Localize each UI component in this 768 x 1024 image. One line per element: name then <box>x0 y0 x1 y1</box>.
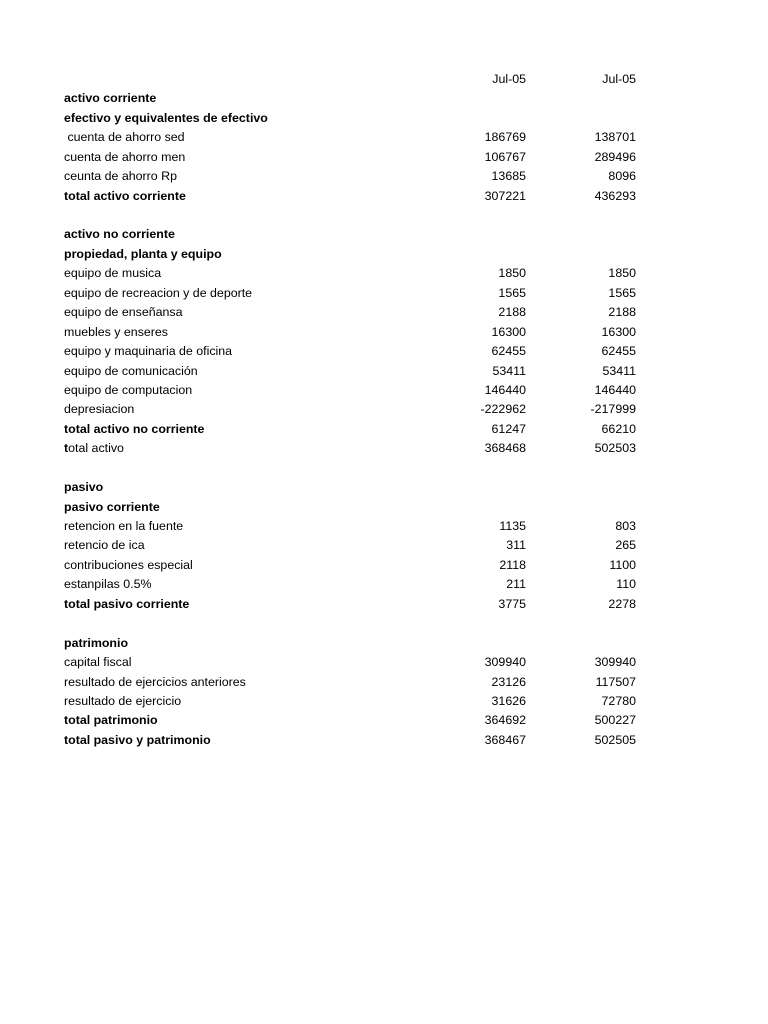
row-value-col1: 106767 <box>484 149 526 164</box>
row-label: equipo y maquinaria de oficina <box>64 344 233 359</box>
balance-sheet <box>64 70 644 750</box>
total-value-col2: 502503 <box>594 441 636 456</box>
row-value-col2: 138701 <box>594 130 636 145</box>
row-label: equipo de musica <box>64 266 162 281</box>
total-value-col1: 368468 <box>484 441 526 456</box>
row-value-col2: 265 <box>615 538 636 553</box>
table-row <box>64 264 644 283</box>
total-row-pasivo-y-patrimonio <box>64 731 644 750</box>
row-value-col1: -222962 <box>480 402 526 417</box>
section-title-label: pasivo <box>64 480 104 495</box>
row-value-col2: -217999 <box>590 402 636 417</box>
total-row-patrimonio <box>64 711 644 730</box>
total-activo-label <box>64 439 424 458</box>
table-row <box>64 556 644 575</box>
table-row <box>64 653 644 672</box>
table-row <box>64 303 644 322</box>
row-value-col2: 53411 <box>602 363 636 378</box>
section-subtitle-label: propiedad, planta y equipo <box>64 246 222 261</box>
table-row <box>64 400 644 419</box>
section-title-activo-corriente <box>64 89 644 108</box>
row-value-col1: 2188 <box>498 305 526 320</box>
row-label: equipo de recreacion y de deporte <box>64 285 253 300</box>
row-value-col1: 311 <box>506 538 526 553</box>
row-label: resultado de ejercicio <box>64 693 182 708</box>
total-value-col1: 61247 <box>491 421 526 436</box>
row-value-col1: 1135 <box>499 519 526 534</box>
row-value-col1: 2118 <box>499 557 526 572</box>
header-col2-date: Jul-05 <box>602 71 636 86</box>
row-label: cuenta de ahorro sed <box>64 130 185 145</box>
section-title-patrimonio <box>64 634 644 653</box>
section-title-activo-no-corriente <box>64 226 644 245</box>
spacer <box>64 459 644 478</box>
section-title-label: activo no corriente <box>64 227 175 242</box>
row-value-col1: 23126 <box>491 674 526 689</box>
total-label: total pasivo y patrimonio <box>64 732 211 747</box>
row-value-col2: 146440 <box>594 382 636 397</box>
table-row <box>64 692 644 711</box>
spacer <box>64 206 644 225</box>
total-value-col2: 500227 <box>594 713 636 728</box>
total-label: total patrimonio <box>64 713 158 728</box>
row-label: cuenta de ahorro men <box>64 149 186 164</box>
row-label: equipo de computacion <box>64 382 193 397</box>
table-row <box>64 342 644 361</box>
total-label: total pasivo corriente <box>64 596 190 611</box>
total-value-col2: 2278 <box>608 596 636 611</box>
row-value-col1: 309940 <box>484 655 526 670</box>
row-label: muebles y enseres <box>64 324 168 339</box>
section-subtitle-propiedad <box>64 245 644 264</box>
row-value-col2: 8096 <box>608 169 636 184</box>
row-value-col1: 186769 <box>484 130 526 145</box>
total-value-col1: 3775 <box>498 596 526 611</box>
table-row <box>64 575 644 594</box>
total-row-activo <box>64 439 644 458</box>
table-row <box>64 673 644 692</box>
header-row <box>64 70 644 89</box>
row-value-col1: 146440 <box>484 382 526 397</box>
row-value-col2: 110 <box>616 577 636 592</box>
row-value-col1: 53411 <box>492 363 526 378</box>
row-value-col1: 62455 <box>491 344 526 359</box>
row-value-col2: 62455 <box>601 344 636 359</box>
total-value-col1: 368467 <box>484 732 526 747</box>
section-subtitle-efectivo <box>64 109 644 128</box>
table-row <box>64 167 644 186</box>
row-value-col2: 1565 <box>608 285 636 300</box>
row-label: resultado de ejercicios anteriores <box>64 674 246 689</box>
table-row <box>64 323 644 342</box>
row-value-col2: 289496 <box>594 149 636 164</box>
section-subtitle-label: pasivo corriente <box>64 499 160 514</box>
table-row <box>64 362 644 381</box>
row-value-col1: 1850 <box>498 266 526 281</box>
row-value-col2: 2188 <box>608 305 636 320</box>
row-value-col2: 1100 <box>609 557 636 572</box>
row-value-col1: 13685 <box>491 169 526 184</box>
total-value-col2: 66210 <box>601 421 636 436</box>
total-value-col2: 502505 <box>594 732 636 747</box>
section-subtitle-label: efectivo y equivalentes de efectivo <box>64 110 268 125</box>
row-label: retencio de ica <box>64 538 145 553</box>
spacer <box>64 614 644 633</box>
section-title-label: patrimonio <box>64 635 129 650</box>
total-label: total activo corriente <box>64 188 186 203</box>
row-label: equipo de enseñansa <box>64 305 183 320</box>
row-value-col2: 1850 <box>608 266 636 281</box>
row-value-col1: 211 <box>506 577 526 592</box>
row-value-col1: 1565 <box>498 285 526 300</box>
total-value-col1: 364692 <box>484 713 526 728</box>
row-label: contribuciones especial <box>64 557 193 572</box>
total-value-col1: 307221 <box>484 188 526 203</box>
total-activo-label-rest: otal activo <box>68 441 124 456</box>
row-value-col2: 72780 <box>601 693 636 708</box>
table-row <box>64 148 644 167</box>
table-row <box>64 381 644 400</box>
row-value-col1: 16300 <box>491 324 526 339</box>
row-value-col1: 31626 <box>491 693 526 708</box>
table-row <box>64 517 644 536</box>
row-value-col2: 117507 <box>595 674 636 689</box>
total-row-pasivo-corriente <box>64 595 644 614</box>
total-value-col2: 436293 <box>594 188 636 203</box>
row-value-col2: 16300 <box>601 324 636 339</box>
row-label: capital fiscal <box>64 655 132 670</box>
row-label: retencion en la fuente <box>64 519 184 534</box>
table-row <box>64 537 644 556</box>
row-label: depresiacion <box>64 402 135 417</box>
row-label: equipo de comunicación <box>64 363 198 378</box>
header-col1-date: Jul-05 <box>492 71 526 86</box>
row-label: ceunta de ahorro Rp <box>64 169 177 184</box>
section-title-pasivo <box>64 478 644 497</box>
section-title-label: activo corriente <box>64 91 157 106</box>
row-value-col2: 309940 <box>594 655 636 670</box>
table-row <box>64 284 644 303</box>
section-subtitle-pasivo-corriente <box>64 498 644 517</box>
row-label: estanpilas 0.5% <box>64 577 152 592</box>
total-label: total activo no corriente <box>64 421 205 436</box>
total-activo-label-first: t <box>64 441 69 456</box>
total-row-activo-no-corriente <box>64 420 644 439</box>
total-row-activo-corriente <box>64 187 644 206</box>
table-row <box>64 128 644 147</box>
row-value-col2: 803 <box>615 519 636 534</box>
